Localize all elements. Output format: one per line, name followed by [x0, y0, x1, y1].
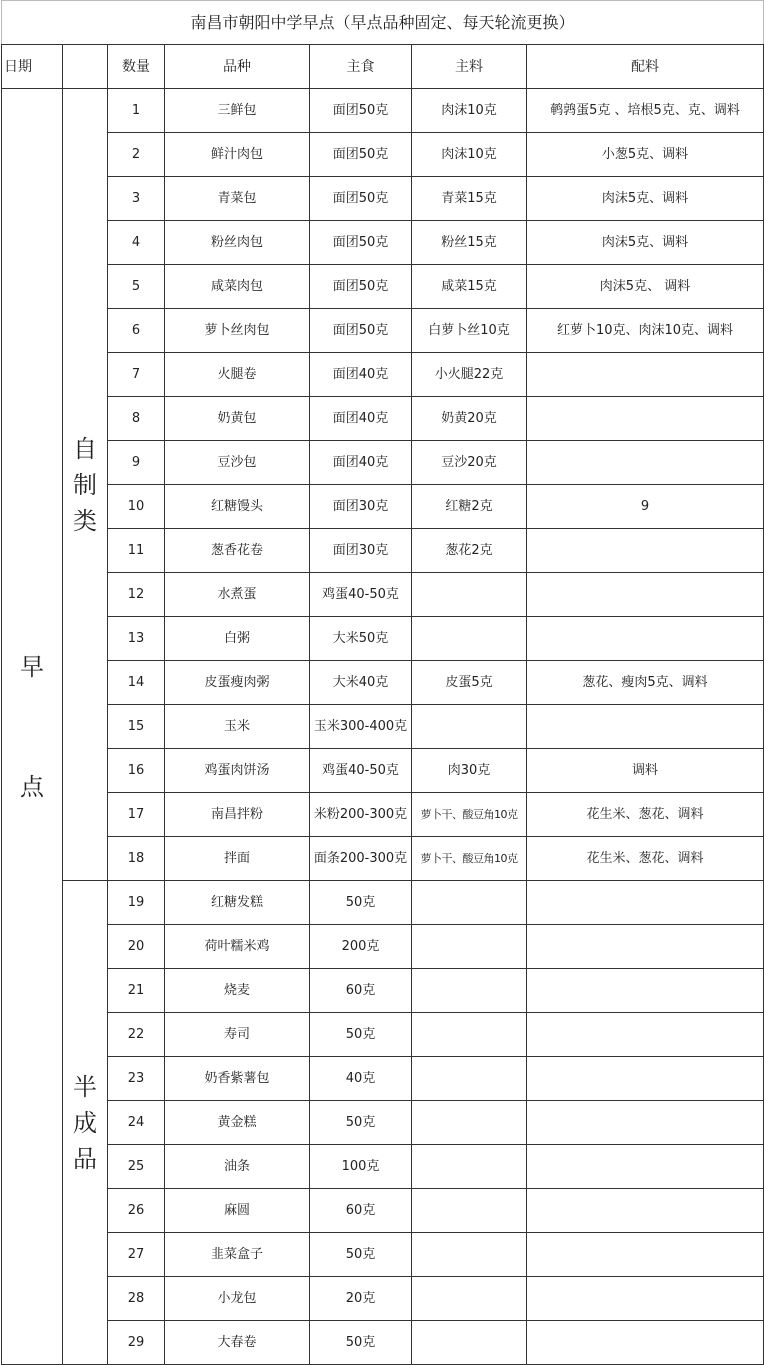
- row-number: 25: [108, 1145, 165, 1189]
- row-ingredient: [527, 1057, 764, 1101]
- row-staple: 面团30克: [310, 485, 412, 529]
- row-ingredient: 红萝卜10克、肉沫10克、调料: [527, 309, 764, 353]
- header-date: 日期: [2, 45, 63, 89]
- row-variety: 萝卜丝肉包: [165, 309, 310, 353]
- row-main: 皮蛋5克: [412, 661, 527, 705]
- row-staple: 40克: [310, 1057, 412, 1101]
- table-row: [2, 133, 764, 177]
- row-variety: 三鲜包: [165, 89, 310, 133]
- row-ingredient: [527, 705, 764, 749]
- group-semi-finished: [63, 881, 108, 1365]
- row-main: [412, 1057, 527, 1101]
- row-main: [412, 1321, 527, 1365]
- row-main: 青菜15克: [412, 177, 527, 221]
- group-char: 制: [73, 470, 97, 499]
- row-ingredient: 小葱5克、调料: [527, 133, 764, 177]
- table-row: [2, 1233, 764, 1277]
- table-row: [2, 573, 764, 617]
- row-main: 红糖2克: [412, 485, 527, 529]
- row-main: [412, 1013, 527, 1057]
- row-staple: 面团40克: [310, 353, 412, 397]
- row-variety: 奶香紫薯包: [165, 1057, 310, 1101]
- table-row: [2, 397, 764, 441]
- row-staple: 面团40克: [310, 441, 412, 485]
- row-number: 9: [108, 441, 165, 485]
- row-number: 17: [108, 793, 165, 837]
- row-staple: 面团40克: [310, 397, 412, 441]
- row-variety: 青菜包: [165, 177, 310, 221]
- row-number: 18: [108, 837, 165, 881]
- row-main: 肉30克: [412, 749, 527, 793]
- row-ingredient: [527, 617, 764, 661]
- table-row: [2, 1057, 764, 1101]
- row-main: [412, 1189, 527, 1233]
- group-homemade: [63, 89, 108, 881]
- row-staple: 50克: [310, 1013, 412, 1057]
- row-number: 1: [108, 89, 165, 133]
- row-variety: 油条: [165, 1145, 310, 1189]
- table-row: [2, 221, 764, 265]
- row-main: [412, 881, 527, 925]
- row-ingredient: [527, 573, 764, 617]
- table-row: [2, 1277, 764, 1321]
- row-staple: 鸡蛋40-50克: [310, 749, 412, 793]
- row-number: 26: [108, 1189, 165, 1233]
- row-ingredient: 调料: [527, 749, 764, 793]
- row-staple: 面团50克: [310, 89, 412, 133]
- row-ingredient: 花生米、葱花、调料: [527, 793, 764, 837]
- row-main: [412, 1101, 527, 1145]
- header-blank: [63, 45, 108, 89]
- row-variety: 豆沙包: [165, 441, 310, 485]
- row-main: 粉丝15克: [412, 221, 527, 265]
- row-main: [412, 1145, 527, 1189]
- row-main: [412, 573, 527, 617]
- row-main: 白萝卜丝10克: [412, 309, 527, 353]
- row-variety: 白粥: [165, 617, 310, 661]
- row-ingredient: 鹌鹑蛋5克 、培根5克、克、调料: [527, 89, 764, 133]
- row-variety: 荷叶糯米鸡: [165, 925, 310, 969]
- table-row: [2, 925, 764, 969]
- row-variety: 鸡蛋肉饼汤: [165, 749, 310, 793]
- row-staple: 鸡蛋40-50克: [310, 573, 412, 617]
- row-main: 咸菜15克: [412, 265, 527, 309]
- group-char: 类: [73, 506, 97, 535]
- row-ingredient: [527, 925, 764, 969]
- row-staple: 面团30克: [310, 529, 412, 573]
- row-staple: 面团50克: [310, 265, 412, 309]
- table-row: [2, 881, 764, 925]
- table-row: [2, 969, 764, 1013]
- row-variety: 红糖发糕: [165, 881, 310, 925]
- row-ingredient: [527, 441, 764, 485]
- row-main: [412, 969, 527, 1013]
- row-variety: 红糖馒头: [165, 485, 310, 529]
- row-ingredient: [527, 1233, 764, 1277]
- row-ingredient: [527, 1321, 764, 1365]
- row-staple: 100克: [310, 1145, 412, 1189]
- table-row: [2, 793, 764, 837]
- table-row: [2, 529, 764, 573]
- period-char: 早: [20, 652, 44, 681]
- table-row: [2, 485, 764, 529]
- row-ingredient: [527, 397, 764, 441]
- row-staple: 面团50克: [310, 133, 412, 177]
- row-staple: 面条200-300克: [310, 837, 412, 881]
- row-ingredient: [527, 529, 764, 573]
- row-number: 27: [108, 1233, 165, 1277]
- row-ingredient: [527, 881, 764, 925]
- table-row: [2, 705, 764, 749]
- row-staple: 50克: [310, 1321, 412, 1365]
- row-main: 奶黄20克: [412, 397, 527, 441]
- row-ingredient: 葱花、瘦肉5克、调料: [527, 661, 764, 705]
- row-staple: 大米50克: [310, 617, 412, 661]
- row-ingredient: 肉沫5克、 调料: [527, 265, 764, 309]
- row-ingredient: 肉沫5克、调料: [527, 177, 764, 221]
- row-number: 4: [108, 221, 165, 265]
- group-char: 自: [73, 434, 97, 463]
- header-ingredient: 配料: [527, 45, 764, 89]
- row-number: 19: [108, 881, 165, 925]
- row-ingredient: [527, 1145, 764, 1189]
- row-main: [412, 1277, 527, 1321]
- row-main: [412, 705, 527, 749]
- row-variety: 葱香花卷: [165, 529, 310, 573]
- table-row: [2, 309, 764, 353]
- row-variety: 拌面: [165, 837, 310, 881]
- row-variety: 火腿卷: [165, 353, 310, 397]
- row-staple: 60克: [310, 969, 412, 1013]
- table-row: [2, 617, 764, 661]
- row-main: [412, 1233, 527, 1277]
- row-main: 肉沫10克: [412, 89, 527, 133]
- row-main: 豆沙20克: [412, 441, 527, 485]
- row-number: 8: [108, 397, 165, 441]
- table-row: [2, 1321, 764, 1365]
- row-ingredient: [527, 353, 764, 397]
- row-number: 21: [108, 969, 165, 1013]
- row-variety: 韭菜盒子: [165, 1233, 310, 1277]
- header-main: 主料: [412, 45, 527, 89]
- row-ingredient: [527, 1013, 764, 1057]
- row-main: 萝卜干、酸豆角10克: [412, 793, 527, 837]
- table-row: [2, 1013, 764, 1057]
- row-variety: 小龙包: [165, 1277, 310, 1321]
- group-char: 品: [73, 1144, 97, 1173]
- row-number: 7: [108, 353, 165, 397]
- period-label: [2, 89, 63, 1365]
- row-number: 29: [108, 1321, 165, 1365]
- row-staple: 50克: [310, 1233, 412, 1277]
- row-variety: 鲜汁肉包: [165, 133, 310, 177]
- row-variety: 烧麦: [165, 969, 310, 1013]
- table-row: [2, 1101, 764, 1145]
- row-number: 22: [108, 1013, 165, 1057]
- row-ingredient: 肉沫5克、调料: [527, 221, 764, 265]
- row-number: 23: [108, 1057, 165, 1101]
- row-ingredient: 花生米、葱花、调料: [527, 837, 764, 881]
- row-staple: 50克: [310, 1101, 412, 1145]
- row-variety: 咸菜肉包: [165, 265, 310, 309]
- row-number: 15: [108, 705, 165, 749]
- row-staple: 面团50克: [310, 221, 412, 265]
- row-variety: 黄金糕: [165, 1101, 310, 1145]
- row-variety: 麻圆: [165, 1189, 310, 1233]
- group-char: 成: [73, 1108, 97, 1137]
- row-staple: 60克: [310, 1189, 412, 1233]
- row-number: 6: [108, 309, 165, 353]
- row-number: 3: [108, 177, 165, 221]
- breakfast-menu-table: [1, 0, 764, 1365]
- row-ingredient: 9: [527, 485, 764, 529]
- row-number: 13: [108, 617, 165, 661]
- row-main: 葱花2克: [412, 529, 527, 573]
- row-number: 12: [108, 573, 165, 617]
- row-staple: 50克: [310, 881, 412, 925]
- row-number: 11: [108, 529, 165, 573]
- row-number: 20: [108, 925, 165, 969]
- row-variety: 玉米: [165, 705, 310, 749]
- row-variety: 粉丝肉包: [165, 221, 310, 265]
- row-main: [412, 617, 527, 661]
- table-row: [2, 1145, 764, 1189]
- row-number: 14: [108, 661, 165, 705]
- table-row: [2, 177, 764, 221]
- header-variety: 品种: [165, 45, 310, 89]
- table-row: [2, 837, 764, 881]
- row-main: [412, 925, 527, 969]
- table-row: [2, 661, 764, 705]
- table-row: [2, 353, 764, 397]
- group-char: 半: [73, 1072, 97, 1101]
- row-variety: 大春卷: [165, 1321, 310, 1365]
- row-number: 10: [108, 485, 165, 529]
- row-staple: 200克: [310, 925, 412, 969]
- period-char: 点: [20, 772, 44, 801]
- row-staple: 20克: [310, 1277, 412, 1321]
- header-staple: 主食: [310, 45, 412, 89]
- row-variety: 皮蛋瘦肉粥: [165, 661, 310, 705]
- row-number: 28: [108, 1277, 165, 1321]
- table-row: [2, 441, 764, 485]
- row-staple: 玉米300-400克: [310, 705, 412, 749]
- row-number: 24: [108, 1101, 165, 1145]
- table-row: [2, 265, 764, 309]
- table-title: 南昌市朝阳中学早点（早点品种固定、每天轮流更换）: [2, 1, 764, 45]
- row-main: 萝卜干、酸豆角10克: [412, 837, 527, 881]
- row-main: 小火腿22克: [412, 353, 527, 397]
- row-ingredient: [527, 1189, 764, 1233]
- row-variety: 奶黄包: [165, 397, 310, 441]
- row-main: 肉沫10克: [412, 133, 527, 177]
- row-number: 16: [108, 749, 165, 793]
- row-ingredient: [527, 1277, 764, 1321]
- row-staple: 米粉200-300克: [310, 793, 412, 837]
- table-row: [2, 89, 764, 133]
- row-staple: 面团50克: [310, 309, 412, 353]
- row-staple: 大米40克: [310, 661, 412, 705]
- row-variety: 水煮蛋: [165, 573, 310, 617]
- row-variety: 南昌拌粉: [165, 793, 310, 837]
- row-number: 2: [108, 133, 165, 177]
- table-row: [2, 749, 764, 793]
- row-number: 5: [108, 265, 165, 309]
- row-variety: 寿司: [165, 1013, 310, 1057]
- row-staple: 面团50克: [310, 177, 412, 221]
- table-row: [2, 1189, 764, 1233]
- row-ingredient: [527, 1101, 764, 1145]
- row-ingredient: [527, 969, 764, 1013]
- header-qty: 数量: [108, 45, 165, 89]
